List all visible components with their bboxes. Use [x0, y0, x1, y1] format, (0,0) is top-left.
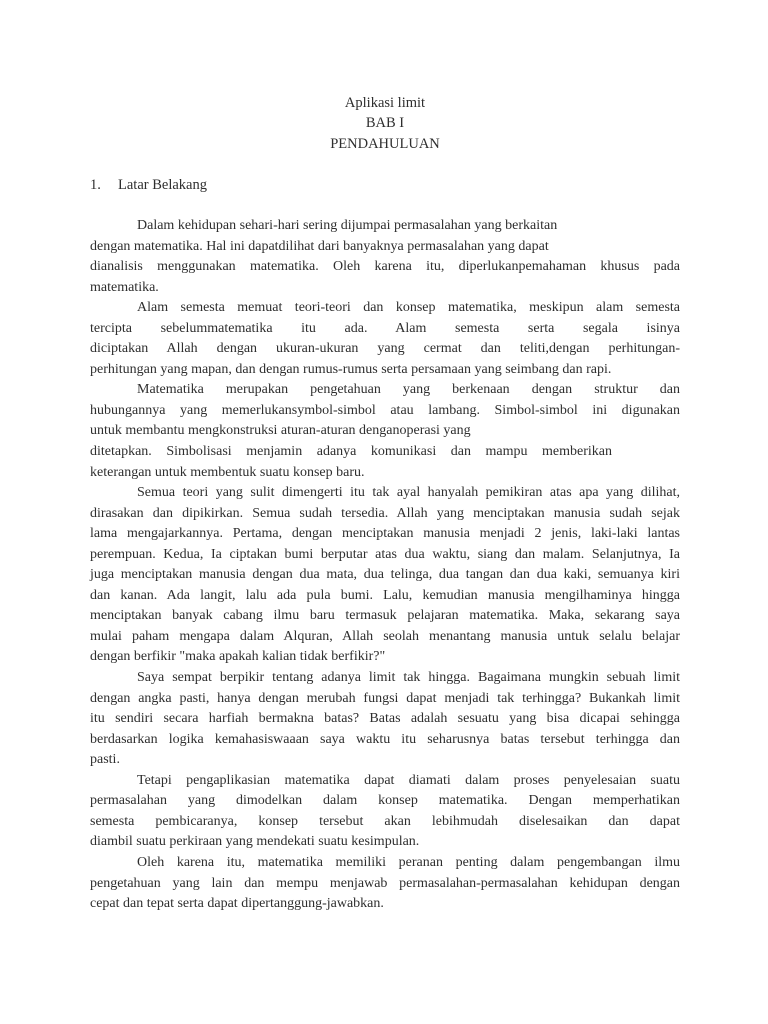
text-line: lama mengajarkannya. Pertama, dengan menciptakan manusia menjadi 2 jenis, laki-laki lantas [90, 526, 680, 542]
text-line: dengan matematika. Hal ini dapatdilihat dari banyaknya permasalahan yang dapat [90, 238, 549, 254]
text-line: perempuan. Kedua, Ia ciptakan bumi berputar atas dua waktu, siang dan malam. Selanjutnya, Ia [90, 546, 680, 562]
text-line: Dalam kehidupan sehari-hari sering dijumpai permasalahan yang berkaitan [137, 218, 558, 233]
text-line: dianalisis menggunakan matematika. Oleh karena itu, diperlukanpemahaman khusus pada [90, 259, 680, 275]
text-line: Saya sempat berpikir tentang adanya limit tak hingga. Bagaimana mungkin sebuah limit [137, 670, 680, 686]
text-line: tercipta sebelummatematika itu ada. Alam semesta serta segala isinya [90, 320, 680, 336]
document-body [90, 216, 680, 915]
section-number: 1. [90, 177, 101, 193]
text-line: Semua teori yang sulit dimengerti itu tak ayal hanyalah pemikiran atas apa yang dilihat, [137, 485, 680, 501]
chapter-number: BAB I [365, 115, 405, 131]
text-line: cepat dan tepat serta dapat dipertanggung-jawabkan. [90, 896, 384, 912]
text-line: pasti. [90, 752, 120, 768]
text-line: permasalahan yang dimodelkan dalam konsep matematika. Dengan memperhatikan [90, 793, 680, 809]
document-title: Aplikasi limit [344, 95, 426, 111]
text-line: matematika. [90, 279, 159, 295]
text-line: perhitungan yang mapan, dan dengan rumus-rumus serta persamaan yang seimbang dan rapi. [90, 361, 612, 377]
text-line: Alam semesta memuat teori-teori dan konsep matematika, meskipun alam semesta [137, 300, 680, 316]
text-line: ditetapkan. Simbolisasi menjamin adanya komunikasi dan mampu memberikan [90, 444, 612, 460]
text-line: Tetapi pengaplikasian matematika dapat diamati dalam proses penyelesaian suatu [137, 772, 680, 788]
text-line: itu sendiri secara harfiah bermakna batas? Batas adalah sesuatu yang bisa dicapai sehingga [90, 711, 680, 727]
section-heading [90, 177, 207, 194]
text-line: pengetahuan yang lain dan mempu menjawab permasalahan-permasalahan kehidupan dengan [90, 875, 680, 891]
text-line: diambil suatu perkiraan yang mendekati suatu kesimpulan. [90, 834, 420, 850]
text-line: juga menciptakan manusia dengan dua mata, dua telinga, dua tangan dan dua kaki, semuanya kiri [90, 567, 680, 583]
text-line: hubungannya yang memerlukansymbol-simbol atau lambang. Simbol-simbol ini digunakan [90, 402, 680, 418]
text-line: dan kanan. Ada langit, lalu ada pula bumi. Lalu, kemudian manusia mengilhaminya hingga [90, 587, 680, 603]
text-line: semesta pembicaranya, konsep tersebut akan lebihmudah diselesaikan dan dapat [90, 813, 680, 829]
text-line: untuk membantu mengkonstruksi aturan-aturan denganoperasi yang [90, 423, 471, 439]
chapter-title: PENDAHULUAN [330, 136, 440, 152]
text-line: berdasarkan logika kemahasiswaaan saya waktu itu seharusnya batas tersebut terhingga dan [90, 731, 680, 747]
text-line: dengan berfikir "maka apakah kalian tidak berfikir?" [90, 649, 386, 665]
text-line: dengan angka pasti, hanya dengan merubah fungsi dapat menjadi tak terhingga? Bukankah limit [90, 690, 680, 706]
section-heading-text: Latar Belakang [118, 177, 207, 193]
text-line: diciptakan Allah dengan ukuran-ukuran yang cermat dan teliti,dengan perhitungan- [90, 341, 680, 357]
text-line: dirasakan dan dipikirkan. Semua sudah tersedia. Allah yang menciptakan manusia sudah sejak [90, 505, 680, 521]
text-line: menciptakan banyak cabang ilmu baru termasuk pelajaran matematika. Maka, sekarang saya [90, 608, 680, 624]
text-line: keterangan untuk membentuk suatu konsep baru. [90, 464, 365, 480]
text-line: Matematika merupakan pengetahuan yang berkenaan dengan struktur dan [137, 382, 680, 398]
text-line: mulai paham mengapa dalam Alquran, Allah seolah menantang manusia untuk selalu belajar [90, 628, 680, 644]
text-line: Oleh karena itu, matematika memiliki peranan penting dalam pengembangan ilmu [137, 854, 680, 870]
